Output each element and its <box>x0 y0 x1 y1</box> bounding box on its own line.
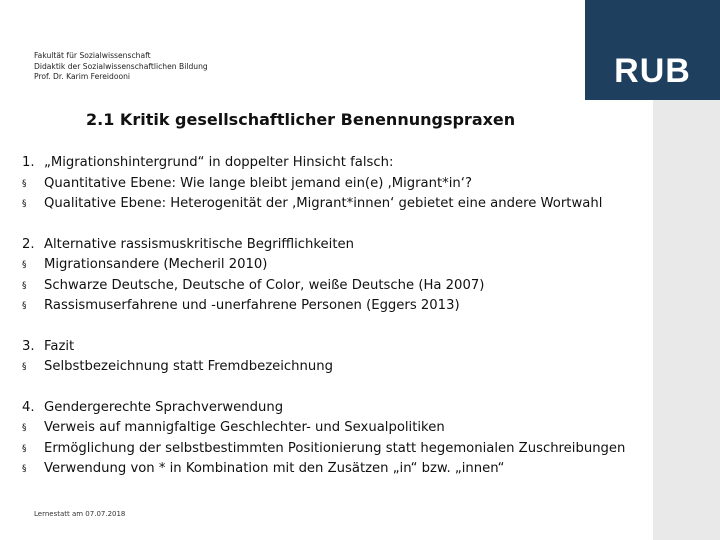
bullet-text: Ermöglichung der selbstbestimmten Positionierung statt hegemonialen Zuschreibungen <box>44 440 626 456</box>
rub-logo-text: RUB <box>614 52 691 90</box>
section-3 <box>22 337 652 378</box>
section-heading <box>22 153 652 174</box>
bullet-text: Verweis auf mannigfaltige Geschlechter- und Sexualpolitiken <box>44 420 445 435</box>
section-number: 3. <box>22 338 35 354</box>
section-4 <box>22 398 652 480</box>
right-side-strip <box>653 100 720 540</box>
bullet-text: Verwendung von * in Kombination mit den Zusätzen „in“ bzw. „innen“ <box>44 461 505 476</box>
footer-text: Lernestatt am 07.07.2018 <box>34 510 126 518</box>
bullet-item <box>22 296 652 317</box>
bullet-item <box>22 418 652 439</box>
section-heading <box>22 235 652 256</box>
bullet-item <box>22 194 652 215</box>
rub-logo <box>585 0 720 100</box>
bullet-marker: § <box>22 301 27 311</box>
faculty-line: Fakultät für Sozialwissenschaft <box>34 51 151 60</box>
bullet-text: Qualitative Ebene: Heterogenität der ‚Migrant*innen‘ gebietet eine andere Wortwahl <box>44 196 603 211</box>
bullet-item <box>22 357 652 378</box>
section-2 <box>22 235 652 317</box>
bullet-marker: § <box>22 260 27 270</box>
section-heading-text: Alternative rassismuskritische Begrifflichkeiten <box>44 236 354 252</box>
bullet-item <box>22 255 652 276</box>
bullet-marker: § <box>22 362 27 372</box>
bullet-marker: § <box>22 199 27 209</box>
bullet-item <box>22 439 652 460</box>
bullet-text: Schwarze Deutsche, Deutsche of Color, weiße Deutsche (Ha 2007) <box>44 277 485 293</box>
professor-line: Prof. Dr. Karim Fereidooni <box>34 72 131 82</box>
bullet-marker: § <box>22 464 27 474</box>
bullet-text: Selbstbezeichnung statt Fremdbezeichnung <box>44 359 333 374</box>
bullet-marker: § <box>22 178 27 189</box>
section-heading <box>22 398 652 419</box>
slide-title: 2.1 Kritik gesellschaftlicher Benennungspraxen <box>86 110 516 129</box>
bullet-marker: § <box>22 443 27 454</box>
bullet-marker: § <box>22 280 27 291</box>
section-number: 4. <box>22 399 35 415</box>
section-heading <box>22 337 652 358</box>
bullet-text: Migrationsandere (Mecheril 2010) <box>44 257 268 272</box>
bullet-text: Quantitative Ebene: Wie lange bleibt jemand ein(e) ‚Migrant*in‘? <box>44 175 472 191</box>
bullet-item <box>22 459 652 480</box>
bullet-item <box>22 174 652 195</box>
bullet-text: Rassismuserfahrene und -unerfahrene Personen (Eggers 2013) <box>44 298 460 313</box>
section-number: 2. <box>22 236 35 252</box>
section-heading-text: Fazit <box>44 338 75 354</box>
slide-content <box>22 153 652 500</box>
section-heading-text: Gendergerechte Sprachverwendung <box>44 399 284 415</box>
bullet-marker: § <box>22 423 27 433</box>
section-heading-text: „Migrationshintergrund“ in doppelter Hinsicht falsch: <box>44 155 394 170</box>
bullet-item <box>22 276 652 297</box>
section-number: 1. <box>22 155 35 170</box>
department-line: Didaktik der Sozialwissenschaftlichen Bildung <box>34 61 208 71</box>
faculty-header <box>34 51 208 83</box>
section-1 <box>22 153 652 215</box>
